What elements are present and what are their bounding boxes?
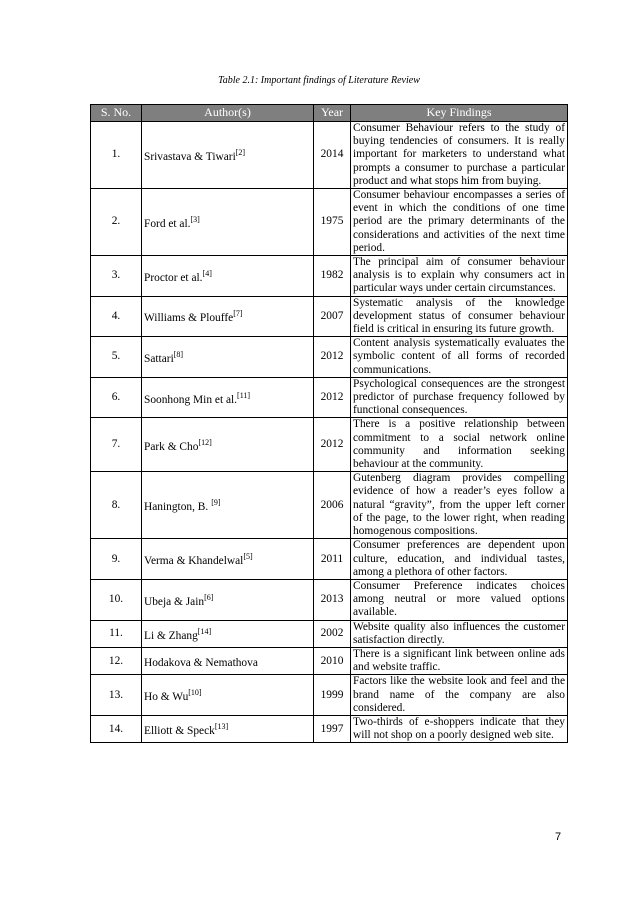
row-year: 2012: [314, 418, 351, 472]
author-name: Elliott & Speck: [144, 724, 215, 737]
header-author: Author(s): [142, 105, 314, 122]
row-finding: Gutenberg diagram provides compelling evidence of how a reader’s eyes follow a natural “gravity”, from the upper left corner of the page, to the lower right, when reading homogenous compositions.: [351, 472, 568, 539]
row-year: 2013: [314, 579, 351, 620]
table-row: [91, 579, 568, 620]
author-name: Ho & Wu: [144, 690, 189, 703]
author-name: Ford et al.: [144, 217, 191, 230]
row-sno: 3.: [91, 256, 142, 297]
row-finding: Consumer behaviour encompasses a series of event in which the conditions of one time period are the primary determinants of the considerations and activities of the next time period.: [351, 189, 568, 256]
row-sno: 11.: [91, 620, 142, 647]
row-finding: Two-thirds of e-shoppers indicate that they will not shop on a poorly designed web site.: [351, 715, 568, 742]
citation-ref: [13]: [214, 722, 229, 732]
author-name: Proctor et al.: [144, 271, 203, 284]
row-year: 2007: [314, 296, 351, 337]
row-author: [142, 675, 314, 716]
row-sno: 2.: [91, 189, 142, 256]
table-row: [91, 539, 568, 580]
table-row: [91, 715, 568, 742]
row-author: [142, 579, 314, 620]
author-name: Li & Zhang: [144, 629, 198, 642]
row-year: 2002: [314, 620, 351, 647]
row-author: [142, 256, 314, 297]
row-finding: Website quality also influences the customer satisfaction directly.: [351, 620, 568, 647]
row-sno: 9.: [91, 539, 142, 580]
row-author: [142, 189, 314, 256]
table-header-row: [91, 105, 568, 122]
row-year: 2006: [314, 472, 351, 539]
header-sno: S. No.: [91, 105, 142, 122]
citation-ref: [2]: [235, 148, 246, 157]
row-year: 2012: [314, 337, 351, 378]
row-finding: Consumer Preference indicates choices among neutral or more valued options available.: [351, 579, 568, 620]
row-author: [142, 647, 314, 674]
citation-ref: [10]: [188, 688, 202, 698]
author-name: Park & Cho: [144, 440, 199, 453]
row-author: [142, 539, 314, 580]
row-finding: Content analysis systematically evaluates the symbolic content of all forms of recorded communications.: [351, 337, 568, 378]
citation-ref: [9]: [211, 498, 221, 508]
author-name: Hodakova & Nemathova: [144, 656, 258, 669]
row-author: [142, 122, 314, 189]
row-year: 2010: [314, 647, 351, 674]
table-row: [91, 472, 568, 539]
table-row: [91, 675, 568, 716]
page-number: 7: [555, 831, 562, 843]
row-finding: There is a significant link between online ads and website traffic.: [351, 647, 568, 674]
author-name: Srivastava & Tiwari: [144, 150, 236, 163]
row-author: [142, 620, 314, 647]
header-findings: Key Findings: [351, 105, 568, 122]
table-row: [91, 377, 568, 418]
row-sno: 8.: [91, 472, 142, 539]
row-finding: There is a positive relationship between commitment to a social network online community and information seeking behaviour at the community.: [351, 418, 568, 472]
table-row: [91, 256, 568, 297]
citation-ref: [4]: [202, 268, 212, 278]
author-name: Ubeja & Jain: [144, 595, 205, 608]
row-finding: Factors like the website look and feel and the brand name of the company are also considered.: [351, 675, 568, 716]
row-year: 1999: [314, 675, 351, 716]
row-sno: 12.: [91, 647, 142, 674]
row-year: 1975: [314, 189, 351, 256]
author-name: Hanington, B.: [144, 501, 209, 514]
row-sno: 7.: [91, 418, 142, 472]
row-sno: 5.: [91, 337, 142, 378]
row-finding: The principal aim of consumer behaviour analysis is to explain why consumers act in particular ways under certain circumstances.: [351, 256, 568, 297]
literature-review-table: [90, 104, 568, 743]
row-finding: Psychological consequences are the strongest predictor of purchase frequency followed by functional consequences.: [351, 377, 568, 418]
citation-ref: [12]: [198, 437, 212, 447]
author-name: Soonhong Min et al.: [144, 393, 238, 406]
row-author: [142, 377, 314, 418]
row-author: [142, 296, 314, 337]
table-row: [91, 189, 568, 256]
row-sno: 10.: [91, 579, 142, 620]
row-sno: 4.: [91, 296, 142, 337]
row-finding: Consumer preferences are dependent upon culture, education, and individual tastes, among a plethora of other factors.: [351, 539, 568, 580]
row-year: 1982: [314, 256, 351, 297]
citation-ref: [6]: [204, 592, 214, 602]
row-author: [142, 337, 314, 378]
citation-ref: [7]: [233, 309, 243, 319]
citation-ref: [11]: [237, 390, 251, 400]
table-row: [91, 122, 568, 189]
table-row: [91, 647, 568, 674]
citation-ref: [14]: [197, 626, 212, 636]
row-year: 2012: [314, 377, 351, 418]
row-sno: 1.: [91, 122, 142, 189]
citation-ref: [3]: [190, 215, 200, 225]
row-year: 2014: [314, 122, 351, 189]
table-caption: Table 2.1: Important findings of Literature Review: [218, 75, 420, 86]
row-finding: Consumer Behaviour refers to the study of buying tendencies of consumers. It is really important for marketers to understand what prompts a consumer to purchase a particular product and what stops him from buying.: [351, 122, 568, 189]
row-author: [142, 715, 314, 742]
row-author: [142, 472, 314, 539]
row-sno: 13.: [91, 675, 142, 716]
author-name: Williams & Plouffe: [144, 312, 234, 325]
citation-ref: [5]: [243, 552, 253, 562]
author-name: Sattari: [144, 352, 174, 365]
row-sno: 14.: [91, 715, 142, 742]
row-year: 1997: [314, 715, 351, 742]
table-row: [91, 620, 568, 647]
row-year: 2011: [314, 539, 351, 580]
table-row: [91, 296, 568, 337]
author-name: Verma & Khandelwal: [144, 554, 244, 567]
header-year: Year: [314, 105, 351, 122]
table-row: [91, 418, 568, 472]
row-finding: Systematic analysis of the knowledge development status of consumer behaviour field is critical in ensuring its future growth.: [351, 296, 568, 337]
row-author: [142, 418, 314, 472]
row-sno: 6.: [91, 377, 142, 418]
citation-ref: [8]: [173, 350, 184, 360]
table-row: [91, 337, 568, 378]
